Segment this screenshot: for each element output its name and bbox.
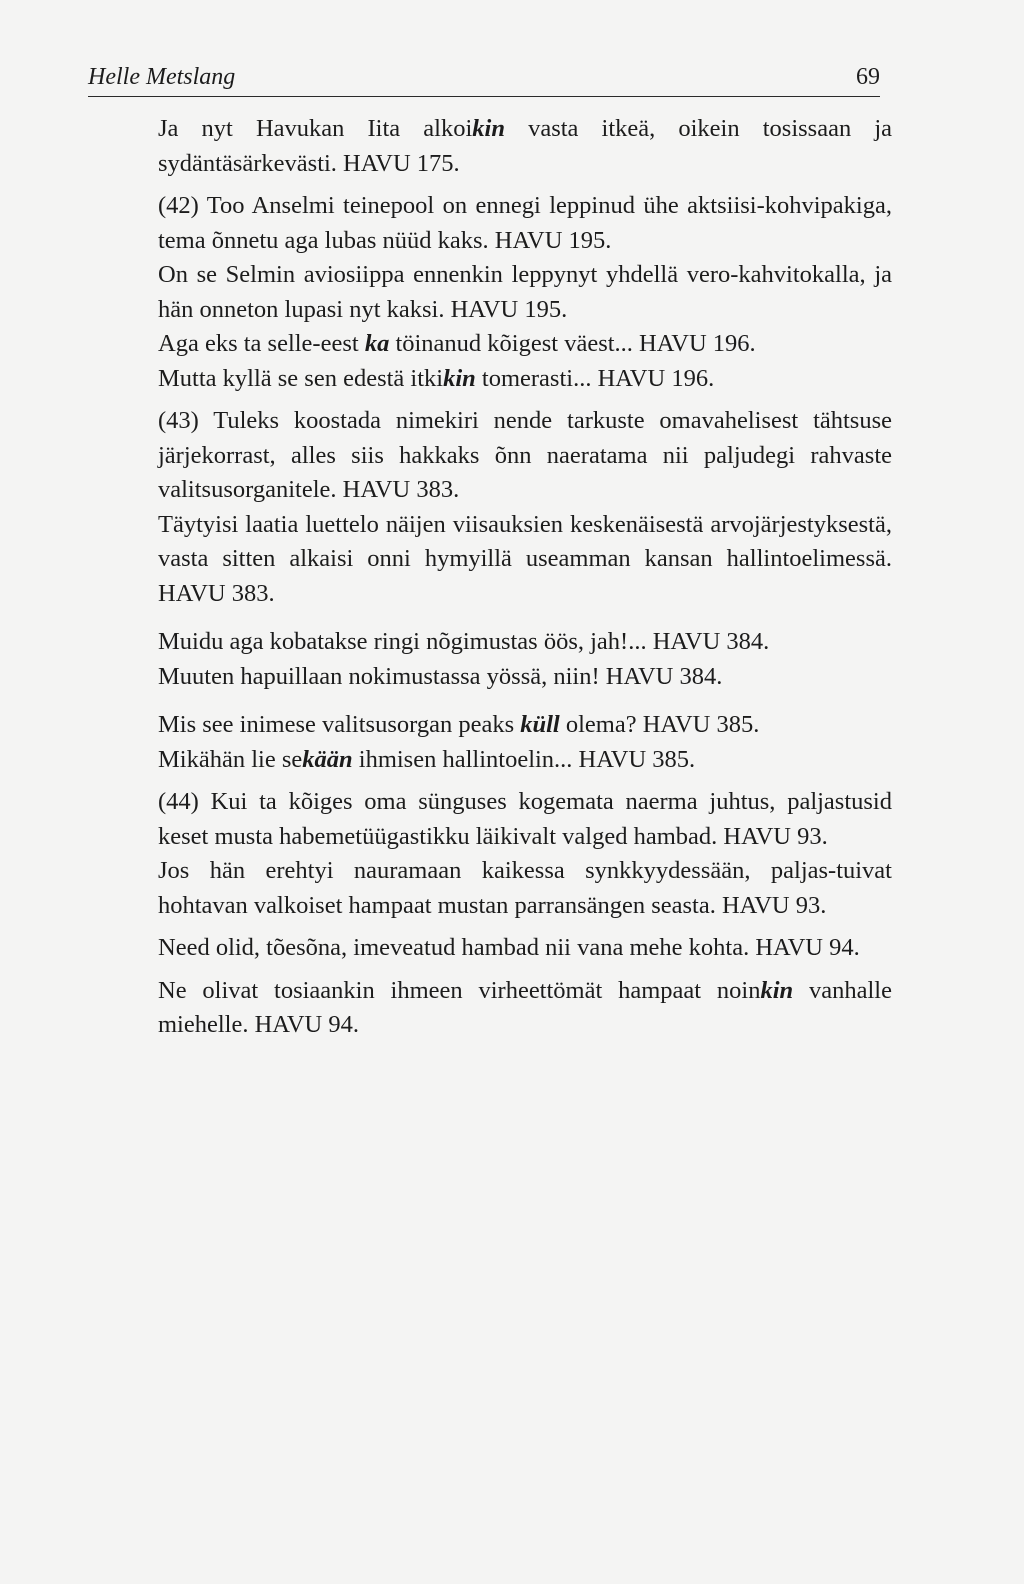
- running-header: [88, 62, 880, 97]
- paragraph-3: On se Selmin aviosiippa ennenkin leppynyt yhdellä vero-kahvitokalla, ja hän onneton lupasi nyt kaksi. HAVU 195.: [158, 261, 892, 323]
- paragraph-10: Mis see inimese valitsusorgan peaks küll olema? HAVU 385.: [158, 711, 760, 738]
- paragraph-9: Muuten hapuillaan nokimustassa yössä, niin! HAVU 384.: [158, 662, 723, 690]
- paragraph-7: Täytyisi laatia luettelo näijen viisauksien keskenäisestä arvojärjestyksestä, vasta sitten alkaisi onni hymyillä useamman kansan hallintoelimessä. HAVU 383.: [158, 510, 892, 607]
- paragraph-4: Aga eks ta selle-eest ka töinanud kõigest väest... HAVU 196.: [158, 330, 756, 357]
- paragraph-13: Jos hän erehtyi nauramaan kaikessa synkkyydessään, paljas-tuivat hohtavan valkoiset hampaat mustan parransängen seasta. HAVU 93.: [158, 857, 892, 919]
- paragraph-6: (43) Tuleks koostada nimekiri nende tarkuste omavahelisest tähtsuse järjekorrast, alles siis hakkaks õnn naeratama nii paljudegi rahvaste valitsusorganitele. HAVU 383.: [158, 407, 892, 503]
- page-number: 69: [856, 64, 880, 90]
- paragraph-1: Ja nyt Havukan Iita alkoikin vasta itkeä, oikein tosissaan ja sydäntäsärkevästi. HAVU 175.: [158, 115, 892, 177]
- paragraph-14: Need olid, tõesõna, imeveatud hambad nii vana mehe kohta. HAVU 94.: [158, 934, 860, 961]
- paragraph-5: Mutta kyllä se sen edestä itkikin tomerasti... HAVU 196.: [158, 364, 715, 392]
- paragraph-12: (44) Kui ta kõiges oma sünguses kogemata naerma juhtus, paljastusid keset musta habemetüügastikku läikivalt valged hambad. HAVU 93.: [158, 788, 892, 850]
- paragraph-8: Muidu aga kobatakse ringi nõgimustas öös, jah!... HAVU 384.: [158, 628, 770, 655]
- body-text: [158, 112, 892, 1043]
- running-header-author: Helle Metslang: [88, 64, 236, 90]
- paragraph-2: (42) Too Anselmi teinepool on ennegi leppinud ühe aktsiisi-kohvipakiga, tema õnnetu aga lubas nüüd kaks. HAVU 195.: [158, 192, 892, 254]
- paragraph-15: Ne olivat tosiaankin ihmeen virheettömät hampaat noinkin vanhalle miehelle. HAVU 94.: [158, 976, 892, 1038]
- paragraph-11: Mikähän lie sekään ihmisen hallintoelin... HAVU 385.: [158, 745, 696, 773]
